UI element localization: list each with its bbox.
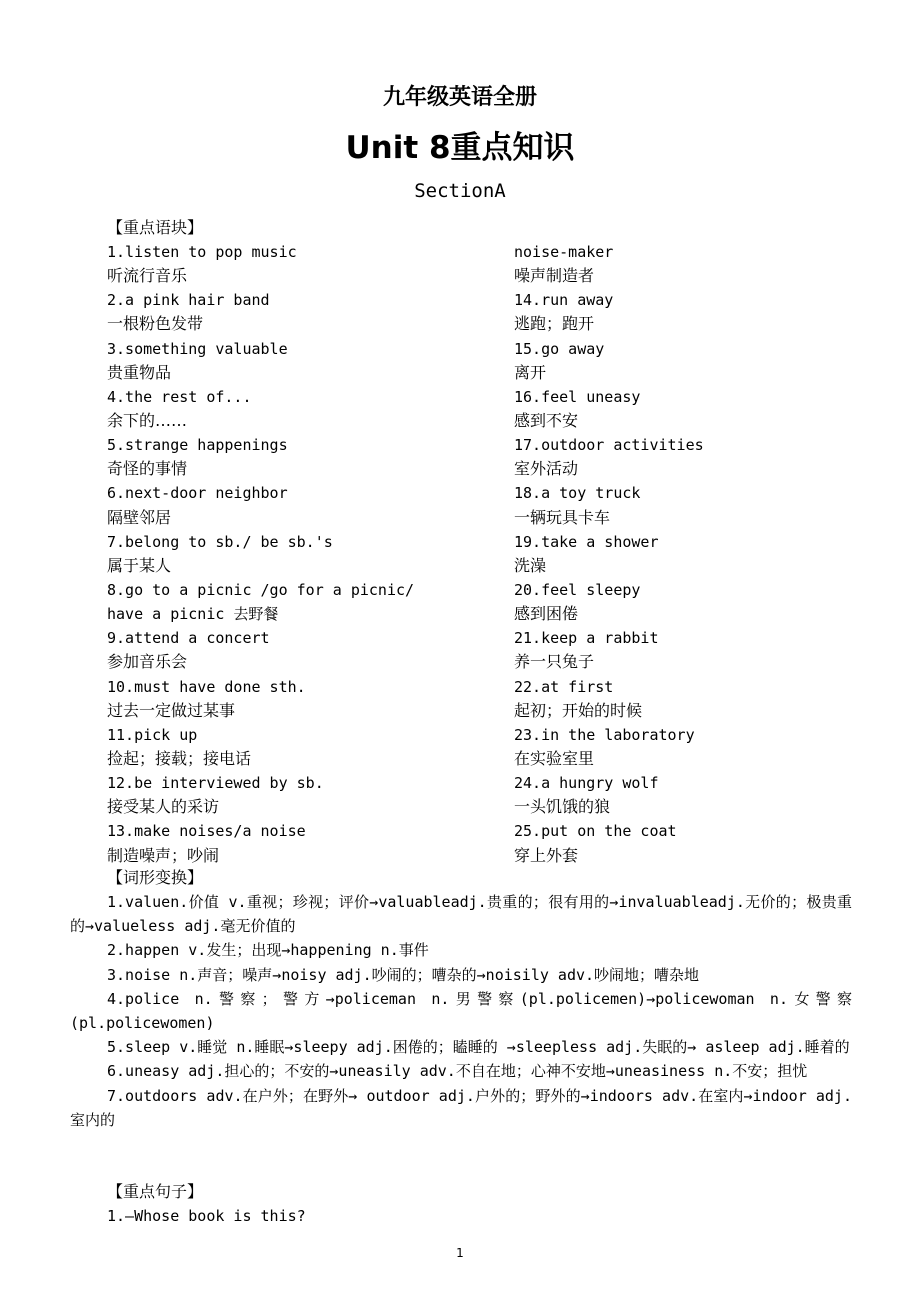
- phrase-line: 养一只兔子: [514, 652, 595, 672]
- section-title: SectionA: [414, 180, 506, 202]
- phrase-line: 离开: [514, 362, 547, 382]
- phrase-line: 12.be interviewed by sb.: [107, 774, 324, 793]
- phrase-line: 5.strange happenings: [107, 436, 288, 455]
- phrase-line: 奇怪的事情: [107, 459, 188, 479]
- phrase-list: [107, 240, 907, 866]
- phrase-line: 穿上外套: [514, 845, 579, 865]
- phrase-line: 14.run away: [514, 291, 614, 310]
- phrase-line: 洗澡: [514, 555, 547, 575]
- phrase-line: 制造噪声；吵闹: [107, 845, 220, 865]
- phrase-line: 24.a hungry wolf: [514, 774, 659, 793]
- phrase-line: 听流行音乐: [107, 266, 188, 286]
- phrase-column-left: [107, 240, 507, 868]
- grade-title: 九年级英语全册: [382, 85, 537, 110]
- phrase-line: 20.feel sleepy: [514, 580, 641, 599]
- word-form-item: 3.noise n.声音；噪声→noisy adj.吵闹的；嘈杂的→noisily adv.吵闹地；嘈杂地: [107, 965, 700, 984]
- phrase-line: have a picnic 去野餐: [107, 605, 279, 624]
- phrase-line: 噪声制造者: [514, 266, 595, 286]
- phrase-line: 3.something valuable: [107, 339, 288, 358]
- phrase-line: 2.a pink hair band: [107, 291, 270, 310]
- phrase-line: 18.a toy truck: [514, 484, 641, 503]
- unit-title: Unit 8重点知识: [345, 130, 575, 166]
- phrase-line: 10.must have done sth.: [107, 677, 306, 696]
- phrase-line: 13.make noises/a noise: [107, 822, 306, 841]
- phrase-line: 一辆玩具卡车: [514, 507, 611, 527]
- phrase-line: 6.next-door neighbor: [107, 484, 288, 503]
- phrase-line: 19.take a shower: [514, 532, 659, 551]
- phrase-line: 9.attend a concert: [107, 629, 270, 648]
- word-form-item: 1.valuen.价值 v.重视；珍视；评价→valuableadj.贵重的；很有用的→invaluableadj.无价的；极贵重的→valueless adj.毫无价值的: [70, 893, 852, 936]
- phrase-line: 25.put on the coat: [514, 822, 677, 841]
- word-form-item: 7.outdoors adv.在户外；在野外→ outdoor adj.户外的；野外的→indoors adv.在室内→indoor adj.室内的: [70, 1086, 852, 1129]
- phrase-column-right: [514, 240, 914, 868]
- sentences-heading: 【重点句子】: [107, 1182, 204, 1201]
- phrase-line: 21.keep a rabbit: [514, 629, 659, 648]
- phrase-line: 23.in the laboratory: [514, 725, 695, 744]
- phrase-line: 8.go to a picnic /go for a picnic/: [107, 580, 415, 599]
- phrase-line: 16.feel uneasy: [514, 387, 641, 406]
- phrase-line: 11.pick up: [107, 725, 198, 744]
- phrase-line: 捡起；接载；接电话: [107, 748, 252, 768]
- phrase-line: 17.outdoor activities: [514, 436, 704, 455]
- phrase-line: 一根粉色发带: [107, 314, 204, 334]
- phrase-line: 一头饥饿的狼: [514, 797, 611, 817]
- word-forms-heading: 【词形变换】: [107, 868, 204, 887]
- phrase-line: 起初；开始的时候: [514, 700, 643, 720]
- phrase-line: 属于某人: [107, 555, 172, 575]
- phrase-line: 15.go away: [514, 339, 605, 358]
- page-number: 1: [456, 1246, 464, 1260]
- word-forms-list: [70, 890, 852, 1132]
- phrase-line: 过去一定做过某事: [107, 700, 236, 720]
- sentence-list: [107, 1204, 306, 1228]
- phrase-line: 参加音乐会: [107, 652, 188, 672]
- word-form-item: 5.sleep v.睡觉 n.睡眠→sleepy adj.困倦的；瞌睡的 →sleepless adj.失眠的→ asleep adj.睡着的: [107, 1038, 850, 1057]
- phrase-line: 1.listen to pop music: [107, 243, 297, 261]
- phrase-line: 22.at first: [514, 677, 614, 696]
- phrase-line: 4.the rest of...: [107, 387, 252, 406]
- phrase-line: 7.belong to sb./ be sb.'s: [107, 532, 333, 551]
- phrase-line: 逃跑；跑开: [514, 314, 595, 334]
- phrase-line: 室外活动: [514, 459, 579, 479]
- phrase-line: 感到不安: [514, 410, 579, 430]
- phrase-line: 接受某人的采访: [107, 797, 220, 817]
- phrase-line: 感到困倦: [514, 604, 579, 624]
- phrase-line: noise-maker: [514, 243, 614, 261]
- sentence-item: 1.—Whose book is this?: [107, 1207, 306, 1225]
- phrase-line: 在实验室里: [514, 748, 595, 768]
- word-form-item: 6.uneasy adj.担心的；不安的→uneasily adv.不自在地；心神不安地→uneasiness n.不安；担忧: [107, 1062, 808, 1081]
- phrase-line: 隔壁邻居: [107, 507, 172, 527]
- word-form-item: 4.police n.警察；警方→policeman n.男警察(pl.policemen)→policewoman n.女警察(pl.policewomen): [70, 989, 852, 1033]
- word-form-item: 2.happen v.发生；出现→happening n.事件: [107, 941, 429, 960]
- phrase-line: 余下的……: [107, 410, 188, 430]
- phrase-line: 贵重物品: [107, 362, 172, 382]
- phrases-heading: 【重点语块】: [107, 218, 204, 237]
